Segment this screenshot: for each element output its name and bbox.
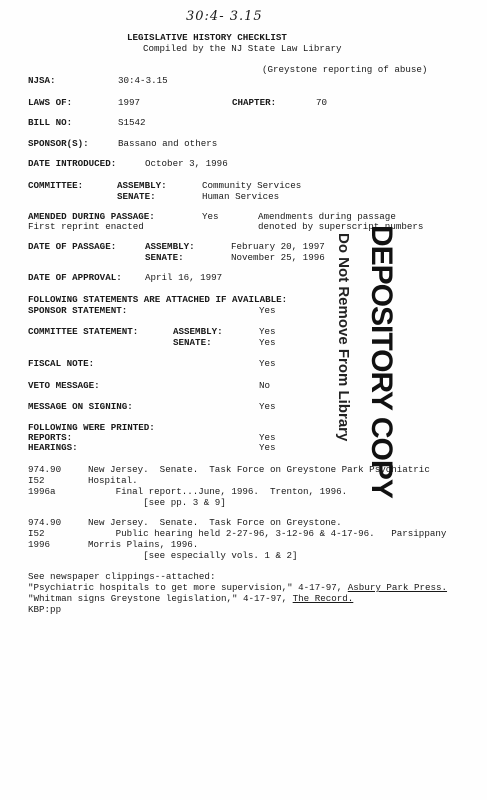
statements-header: FOLLOWING STATEMENTS ARE ATTACHED IF AVAILABLE: (28, 294, 288, 305)
handwritten-note: 30:4- 3.15 (186, 9, 263, 24)
committee-statement-assembly-value: Yes (259, 326, 276, 337)
initials: KBP:pp (28, 604, 62, 615)
reference-line: Public hearing held 2-27-96, 3-12-96 & 4-17-96. Parsippany (88, 528, 447, 539)
passage-assembly-label: ASSEMBLY: (145, 241, 195, 252)
sponsor-value: Bassano and others (118, 138, 218, 149)
committee-senate-label: SENATE: (117, 191, 156, 202)
reference-line: New Jersey. Senate. Task Force on Greystone. (88, 517, 342, 528)
committee-statement-senate-label: SENATE: (173, 337, 212, 348)
amend-note-1: Amendments during passage (258, 211, 396, 222)
date-of-approval-label: DATE OF APPROVAL: (28, 272, 122, 283)
hearings-label: HEARINGS: (28, 442, 78, 453)
passage-senate-label: SENATE: (145, 252, 184, 263)
date-introduced-label: DATE INTRODUCED: (28, 158, 117, 169)
committee-assembly-value: Community Services (202, 180, 302, 191)
reports-value: Yes (259, 432, 276, 443)
depository-stamp (290, 225, 410, 498)
reference-call-number: I52 (28, 475, 45, 486)
fiscal-note-label: FISCAL NOTE: (28, 358, 95, 369)
amend-note-2: denoted by superscript numbers (258, 221, 424, 232)
stamp-secondary-text: Do Not Remove From Library (335, 233, 352, 442)
amended-label: AMENDED DURING PASSAGE: (28, 211, 155, 222)
reference-line: [see pp. 3 & 9] (88, 497, 226, 508)
reference-line: Morris Plains, 1996. (88, 539, 199, 550)
sponsor-label: SPONSOR(S): (28, 138, 89, 149)
clipping-item (28, 593, 353, 604)
veto-message-value: No (259, 380, 271, 391)
bill-label: BILL NO: (28, 117, 73, 128)
njsa-value: 30:4-3.15 (118, 75, 168, 86)
subject-note: (Greystone reporting of abuse) (262, 64, 428, 75)
sponsor-statement-value: Yes (259, 305, 276, 316)
amended-value: Yes (202, 211, 219, 222)
reference-call-number: 974.90 (28, 464, 62, 475)
clipping-source: The Record. (292, 593, 354, 604)
clipping-text: "Whitman signs Greystone legislation," 4-17-97, (28, 593, 293, 604)
bill-value: S1542 (118, 117, 146, 128)
reference-line: New Jersey. Senate. Task Force on Greystone Park Psychiatric (88, 464, 430, 475)
clipping-text: "Psychiatric hospitals to get more supervision," 4-17-97, (28, 582, 348, 593)
passage-senate-value: November 25, 1996 (231, 252, 325, 263)
clipping-item (28, 582, 447, 593)
stamp-main-text: DEPOSITORY COPY (365, 225, 398, 498)
reference-call-number: 1996 (28, 539, 51, 550)
committee-statement-label: COMMITTEE STATEMENT: (28, 326, 139, 337)
sponsor-statement-label: SPONSOR STATEMENT: (28, 305, 128, 316)
date-of-approval-value: April 16, 1997 (145, 272, 223, 283)
committee-statement-assembly-label: ASSEMBLY: (173, 326, 223, 337)
veto-message-label: VETO MESSAGE: (28, 380, 100, 391)
signing-message-value: Yes (259, 401, 276, 412)
passage-assembly-value: February 20, 1997 (231, 241, 325, 252)
committee-statement-senate-value: Yes (259, 337, 276, 348)
clipping-source: Asbury Park Press. (347, 582, 448, 593)
committee-assembly-label: ASSEMBLY: (117, 180, 167, 191)
hearings-value: Yes (259, 442, 276, 453)
reference-line: Hospital. (88, 475, 138, 486)
laws-value: 1997 (118, 97, 141, 108)
reprint-note: First reprint enacted (28, 221, 144, 232)
reference-line: [see especially vols. 1 & 2] (88, 550, 298, 561)
reference-call-number: I52 (28, 528, 45, 539)
printed-header: FOLLOWING WERE PRINTED: (28, 422, 155, 433)
document-subtitle: Compiled by the NJ State Law Library (143, 43, 342, 54)
reference-line: Final report...June, 1996. Trenton, 1996. (88, 486, 348, 497)
clippings-header: See newspaper clippings--attached: (28, 571, 216, 582)
laws-label: LAWS OF: (28, 97, 73, 108)
signing-message-label: MESSAGE ON SIGNING: (28, 401, 133, 412)
fiscal-note-value: Yes (259, 358, 276, 369)
chapter-label: CHAPTER: (232, 97, 277, 108)
chapter-value: 70 (316, 97, 328, 108)
njsa-label: NJSA: (28, 75, 56, 86)
committee-senate-value: Human Services (202, 191, 280, 202)
date-of-passage-label: DATE OF PASSAGE: (28, 241, 117, 252)
reference-call-number: 1996a (28, 486, 56, 497)
committee-label: COMMITTEE: (28, 180, 84, 191)
reports-label: REPORTS: (28, 432, 73, 443)
reference-call-number: 974.90 (28, 517, 62, 528)
document-title: LEGISLATIVE HISTORY CHECKLIST (127, 32, 287, 43)
date-introduced-value: October 3, 1996 (145, 158, 228, 169)
